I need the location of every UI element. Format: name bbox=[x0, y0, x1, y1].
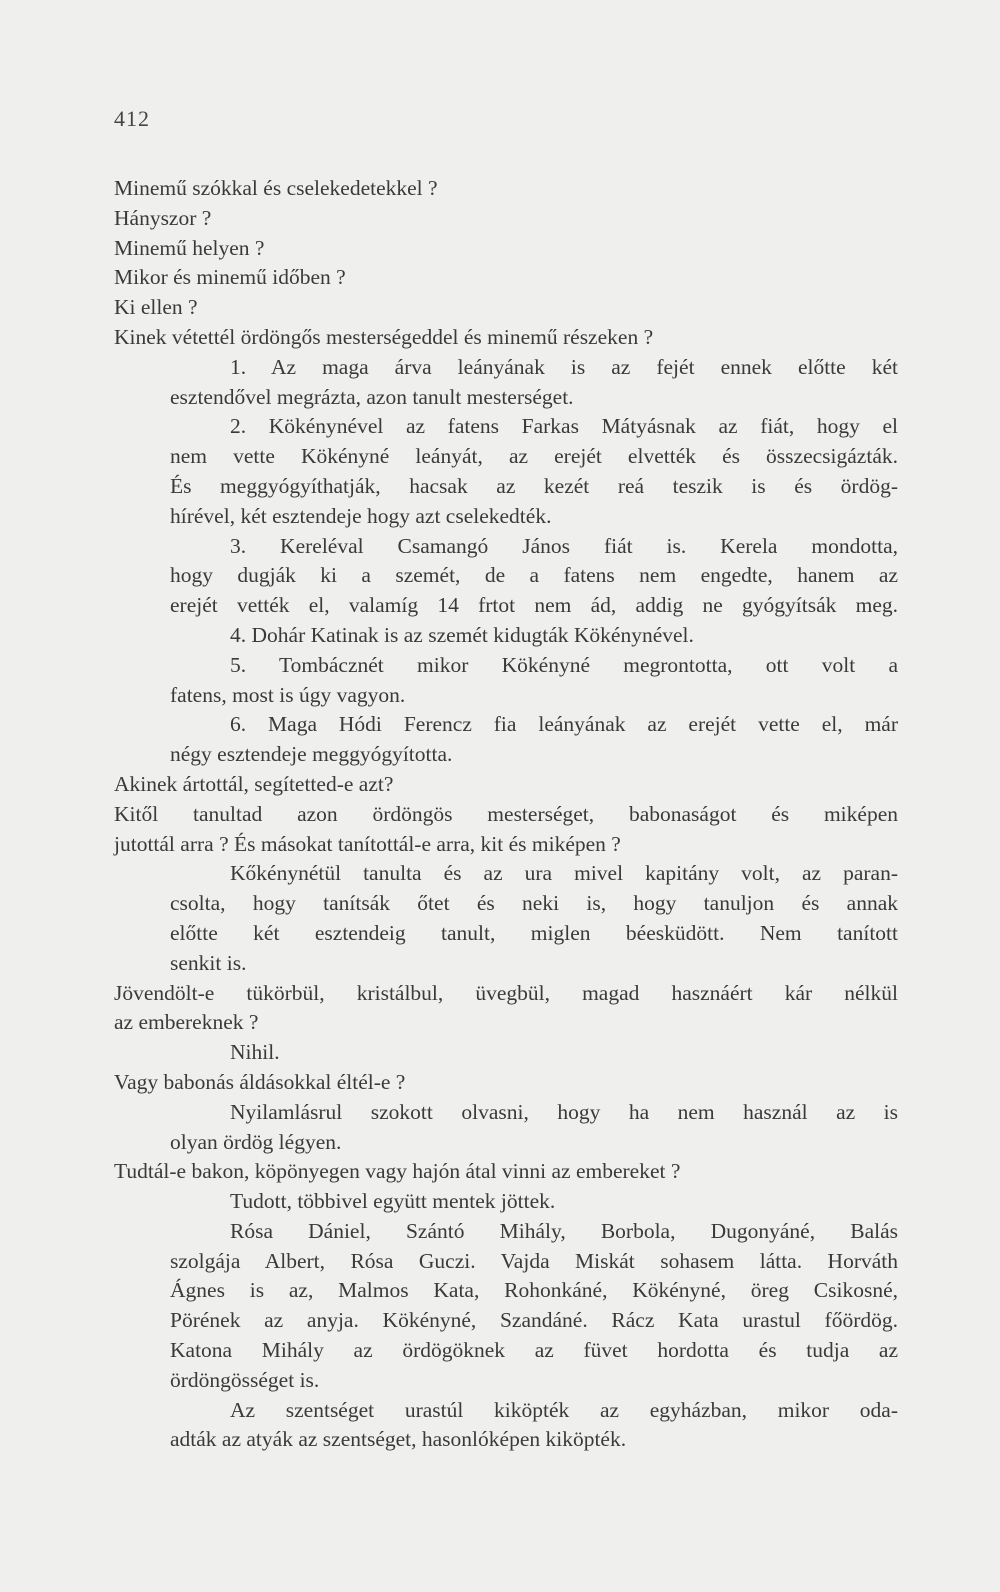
text-line: adták az atyák az szentséget, hasonlóképen kiköpték. bbox=[170, 1427, 627, 1452]
text-line: jutottál arra ? És másokat tanítottál-e arra, kit és miképen ? bbox=[114, 831, 621, 856]
text-line: Minemű szókkal és cselekedetekkel ? bbox=[114, 176, 438, 200]
text-line: Kitől tanultad azon ördöngös mesterséget, babonaságot és miképen bbox=[114, 801, 898, 826]
text-line: Ágnes is az, Malmos Kata, Rohonkáné, Kökényné, öreg Csikosné, bbox=[170, 1278, 898, 1303]
text-line: 4. Dohár Katinak is az szemét kidugták Kökénynével. bbox=[230, 622, 694, 647]
text-line: Pörének az anyja. Kökényné, Szandáné. Rácz Kata urastul főördög. bbox=[170, 1308, 898, 1333]
text-line: Ki ellen ? bbox=[114, 295, 198, 320]
text-line: Katona Mihály az ördögöknek az füvet hordotta és tudja az bbox=[170, 1338, 898, 1363]
text-line: 6. Maga Hódi Ferencz fia leányának az erejét vette el, már bbox=[230, 712, 898, 737]
text-line: Kinek vétettél ördöngős mesterségeddel és minemű részeken ? bbox=[114, 324, 654, 349]
text-line: Tudtál-e bakon, köpönyegen vagy hajón átal vinni az embereket ? bbox=[114, 1159, 681, 1184]
text-line: hogy dugják ki a szemét, de a fatens nem engedte, hanem az bbox=[170, 563, 898, 588]
text-line: Nyilamlásrul szokott olvasni, hogy ha nem használ az is bbox=[230, 1099, 898, 1124]
text-line: négy esztendeje meggyógyította. bbox=[170, 742, 453, 767]
text-line: 3. Kereléval Csamangó János fiát is. Kerela mondotta, bbox=[230, 533, 898, 558]
text-line: Nihil. bbox=[230, 1040, 280, 1065]
text-line: Akinek ártottál, segítetted-e azt? bbox=[114, 771, 394, 796]
text-line: Minemű helyen ? bbox=[114, 235, 265, 260]
text-line: esztendővel megrázta, azon tanult mesterséget. bbox=[170, 384, 574, 409]
text-line: És meggyógyíthatják, hacsak az kezét reá teszik is és ördög- bbox=[170, 473, 898, 498]
text-line: 5. Tombácznét mikor Kökényné megrontotta, ott volt a bbox=[230, 652, 898, 677]
text-line: előtte két esztendeig tanult, miglen béesküdött. Nem tanított bbox=[170, 920, 898, 945]
text-line: Hányszor ? bbox=[114, 205, 212, 230]
text-line: Mikor és minemű időben ? bbox=[114, 265, 346, 290]
text-line: 1. Az maga árva leányának is az fejét ennek előtte két bbox=[230, 354, 898, 379]
text-line: ördöngösséget is. bbox=[170, 1367, 320, 1392]
text-line: Rósa Dániel, Szántó Mihály, Borbola, Dugonyáné, Balás bbox=[230, 1218, 898, 1243]
text-line: senkit is. bbox=[170, 950, 247, 975]
text-line: hírével, két esztendeje hogy azt cselekedték. bbox=[170, 503, 552, 528]
text-line: 2. Kökénynével az fatens Farkas Mátyásnak az fiát, hogy el bbox=[230, 414, 898, 439]
text-line: az embereknek ? bbox=[114, 1010, 259, 1035]
text-line: szolgája Albert, Rósa Guczi. Vajda Miskát sohasem látta. Horváth bbox=[170, 1248, 898, 1273]
body-text bbox=[114, 174, 898, 1455]
text-line: olyan ördög légyen. bbox=[170, 1129, 342, 1154]
text-line: Jövendölt-e tükörbül, kristálbul, üvegbül, magad hasznáért kár nélkül bbox=[114, 980, 898, 1005]
text-line: Tudott, többivel együtt mentek jöttek. bbox=[230, 1189, 556, 1214]
text-line: nem vette Kökényné leányát, az erejét elvették és összecsigázták. bbox=[170, 444, 898, 469]
page-number: 412 bbox=[114, 106, 150, 131]
text-line: fatens, most is úgy vagyon. bbox=[170, 682, 406, 707]
text-line: Kőkénynétül tanulta és az ura mivel kapitány volt, az paran- bbox=[230, 861, 898, 886]
text-line: Az szentséget urastúl kiköpték az egyházban, mikor oda- bbox=[230, 1397, 898, 1422]
text-line: csolta, hogy tanítsák őtet és neki is, hogy tanuljon és annak bbox=[170, 891, 898, 916]
text-line: erejét vették el, valamíg 14 frtot nem ád, addig ne gyógyítsák meg. bbox=[170, 593, 898, 618]
text-line: Vagy babonás áldásokkal éltél-e ? bbox=[114, 1069, 406, 1094]
